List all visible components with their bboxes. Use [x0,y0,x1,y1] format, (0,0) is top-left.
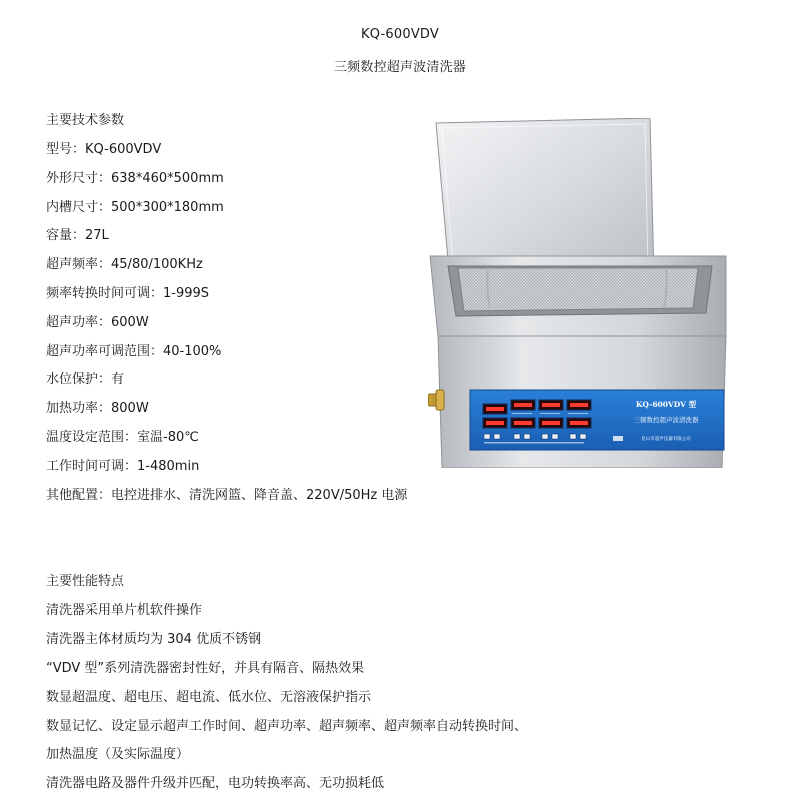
spec-label: 频率转换时间可调： [46,286,164,301]
feature-item: 数显超温度、超电压、超电流、低水位、无溶液保护指示 [46,690,372,705]
product-subtitle: 三频数控超声波清洗器 [333,60,466,75]
spec-label: 外形尺寸： [46,171,112,186]
spec-value: 45/80/100KHz [111,257,203,272]
features-heading: 主要性能特点 [46,574,125,589]
spec-value: 1-999S [163,286,210,301]
spec-value: 800W [111,401,149,416]
panel-company-name: 昆山市超声仪器有限公司 [641,437,691,442]
drain-valve [428,390,444,410]
spec-label: 容量： [46,228,86,243]
basket [458,268,698,311]
spec-value: 1-480min [137,459,200,474]
panel-product-name: 三频数控超声波清洗器 [633,416,699,424]
feature-item: 清洗器采用单片机软件操作 [46,603,203,618]
spec-label: 超声功率： [46,315,112,330]
spec-row [46,429,199,447]
spec-value: 600W [111,315,149,330]
spec-row [46,170,224,188]
spec-row [46,400,149,418]
spec-value: 638*460*500mm [111,171,224,186]
feature-item: 清洗器主体材质均为 304 优质不锈钢 [46,632,262,647]
feature-item: 清洗器电路及器件升级并匹配，电功转换率高、无功损耗低 [46,776,385,791]
spec-label: 超声频率： [46,257,112,272]
spec-row [46,199,224,217]
spec-row [46,371,124,389]
spec-value: 电控进排水、清洗网篮、降音盖、220V/50Hz 电源 [111,488,408,503]
spec-row [46,285,209,303]
feature-item: 加热温度（及实际温度） [46,747,190,762]
spec-value: 27L [85,228,109,243]
spec-value: 室温-80℃ [137,430,199,445]
spec-label: 温度设定范围： [46,430,138,445]
feature-item: “VDV 型”系列清洗器密封性好，并具有隔音、隔热效果 [46,661,365,676]
specs-heading: 主要技术参数 [46,113,125,128]
spec-value: 40-100% [163,344,222,359]
spec-row [46,343,221,361]
spec-label: 型号： [46,142,86,157]
spec-label: 其他配置： [46,488,112,503]
spec-label: 水位保护： [46,372,112,387]
ultrasonic-cleaner-image [428,118,728,468]
spec-value: 有 [111,372,125,387]
spec-value: KQ-600VDV [85,142,162,157]
spec-row [46,227,109,245]
spec-row [46,487,407,505]
spec-row [46,141,161,159]
product-model-title: KQ-600VDV [361,27,439,42]
spec-label: 加热功率： [46,401,112,416]
spec-label: 超声功率可调范围： [46,344,164,359]
spec-row [46,256,203,274]
panel-model-label: KQ-600VDV 型 [635,400,697,409]
spec-label: 工作时间可调： [46,459,138,474]
company-logo [613,436,623,441]
feature-item: 数显记忆、设定显示超声工作时间、超声功率、超声频率、超声频率自动转换时间、 [46,719,528,734]
spec-row [46,458,199,476]
spec-label: 内槽尺寸： [46,200,112,215]
spec-value: 500*300*180mm [111,200,224,215]
spec-row [46,314,149,332]
